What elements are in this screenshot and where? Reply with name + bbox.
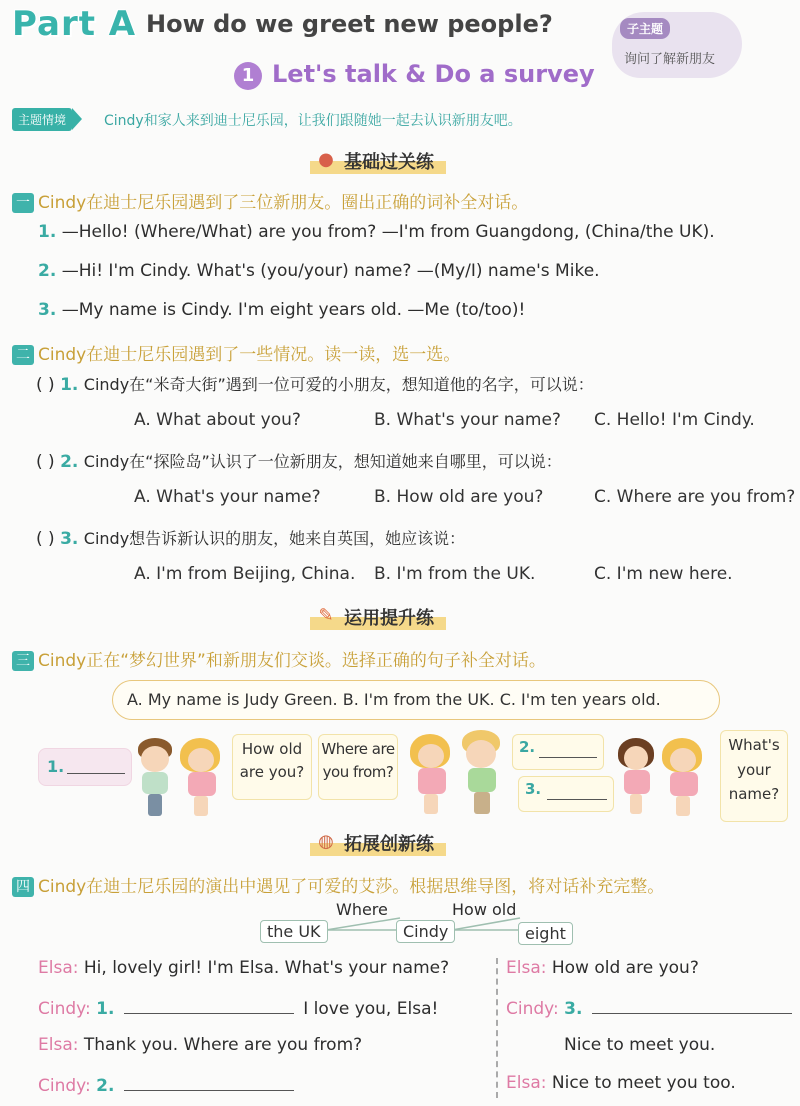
instruction-3 (12, 646, 546, 671)
answer-blank-3[interactable] (518, 776, 614, 812)
dialogue-left-2 (38, 996, 438, 1019)
item-text: —Hello! (Where/What) are you from? —I'm from Guangdong, (China/the UK). (61, 222, 715, 242)
girl-figure (180, 738, 224, 818)
speaker-label: Elsa: (506, 1073, 547, 1093)
speech-bubble-how-old (232, 734, 312, 800)
dialogue-left-4 (38, 1073, 294, 1096)
exercise-2-item-2 (36, 449, 562, 472)
speaker-label: Cindy: (506, 999, 559, 1019)
section-banner-apply (310, 604, 446, 630)
instruction-1 (12, 188, 528, 213)
mind-map-node-eight: eight (518, 922, 573, 945)
item-number: 3. (60, 529, 79, 549)
choice-c: C. Hello! I'm Cindy. (594, 410, 755, 430)
section-banner-text: 拓展创新练 (344, 834, 434, 855)
pen-icon: ✎ (318, 605, 334, 626)
item-number: 3. (564, 999, 583, 1019)
subtopic-tag: 子主题 (620, 18, 670, 39)
dialogue-text: I love you, Elsa! (303, 999, 439, 1019)
item-number: 2. (38, 261, 57, 281)
item-text: Cindy想告诉新认识的朋友，她来自英国，她应该说： (83, 529, 466, 548)
exercise-1-item-2 (38, 261, 600, 281)
speaker-label: Cindy: (38, 1076, 91, 1096)
mind-map-how-old-label: How old (452, 900, 517, 919)
boy-figure (460, 730, 504, 818)
unit-question: How do we greet new people? (146, 10, 553, 38)
speaker-label: Elsa: (38, 1035, 79, 1055)
answer-line (547, 799, 607, 800)
answer-blank-2[interactable] (512, 734, 604, 770)
dialogue-text: Nice to meet you. (564, 1035, 716, 1055)
dialogue-right-2 (506, 996, 792, 1019)
speech-bubble-whats-your-name (720, 730, 788, 822)
exercise-1-item-3 (38, 300, 525, 320)
answer-line (67, 773, 125, 774)
answer-line[interactable] (124, 996, 294, 1014)
theme-tag: 主题情境 (12, 108, 72, 131)
item-number: 1. (96, 999, 115, 1019)
sentence-bank: A. My name is Judy Green. B. I'm from the UK. C. I'm ten years old. (112, 680, 720, 720)
answer-line[interactable] (124, 1073, 294, 1091)
speaker-label: Elsa: (38, 958, 79, 978)
dialogue-left-1 (38, 958, 449, 978)
choice-a: A. What's your name? (134, 487, 321, 507)
item-number: 1. (38, 222, 57, 242)
speech-bubble-where (318, 734, 398, 800)
lesson-title: Let's talk & Do a survey (272, 60, 595, 88)
mind-map-node-uk: the UK (260, 920, 328, 943)
apple-icon: ● (318, 149, 334, 170)
exercise-2-item-1 (36, 372, 594, 395)
blank-number: 2. (519, 738, 536, 756)
boy-figure (136, 738, 176, 818)
exercise-2-item-3 (36, 526, 465, 549)
item-text: Cindy在“米奇大街”遇到一位可爱的小朋友，想知道他的名字，可以说： (83, 375, 594, 394)
answer-paren[interactable]: ( ) (36, 452, 55, 472)
part-label: Part A (12, 4, 137, 44)
instruction-4 (12, 872, 664, 897)
instruction-2 (12, 340, 460, 365)
choice-a: A. I'm from Beijing, China. (134, 564, 356, 584)
roman-numeral-3: 三 (12, 651, 34, 671)
answer-line (539, 757, 597, 758)
answer-blank-1[interactable] (38, 748, 132, 786)
bubble-text: What's (728, 736, 780, 754)
item-text: —My name is Cindy. I'm eight years old. —Me (to/too)! (61, 300, 526, 320)
choice-b: B. What's your name? (374, 410, 561, 430)
instruction-text: Cindy正在“梦幻世界”和新朋友们交谈。选择正确的句子补全对话。 (38, 651, 546, 671)
answer-paren[interactable]: ( ) (36, 529, 55, 549)
dialogue-text: Nice to meet you too. (551, 1073, 736, 1093)
roman-numeral-4: 四 (12, 877, 34, 897)
bubble-text: Where are (321, 740, 395, 758)
dialogue-text: Hi, lovely girl! I'm Elsa. What's your name? (83, 958, 450, 978)
answer-line[interactable] (592, 996, 792, 1014)
answer-paren[interactable]: ( ) (36, 375, 55, 395)
instruction-text: Cindy在迪士尼乐园遇到了一些情况。读一读，选一选。 (38, 345, 461, 365)
lesson-number: 1 (234, 62, 262, 90)
item-number: 1. (60, 375, 79, 395)
bubble-text: are you? (239, 763, 305, 782)
instruction-text: Cindy在迪士尼乐园的演出中遇见了可爱的艾莎。根据思维导图，将对话补充完整。 (38, 877, 665, 897)
blank-number: 1. (47, 757, 65, 776)
subtopic-badge (612, 12, 742, 78)
globe-icon: ◍ (318, 831, 334, 852)
choice-c: C. I'm new here. (594, 564, 733, 584)
speaker-label: Elsa: (506, 958, 547, 978)
item-text: —Hi! I'm Cindy. What's (you/your) name? —(My/I) name's Mike. (61, 261, 600, 281)
dialogue-right-1 (506, 958, 699, 978)
roman-numeral-2: 二 (12, 345, 34, 365)
girl-figure (618, 738, 658, 818)
section-banner-text: 运用提升练 (344, 608, 434, 629)
choice-a: A. What about you? (134, 410, 301, 430)
section-banner-extend (310, 830, 446, 856)
roman-numeral-1: 一 (12, 193, 34, 213)
blank-number: 3. (525, 780, 542, 798)
section-banner-basic (310, 148, 446, 174)
dialogue-left-3 (38, 1035, 362, 1055)
dialogue-right-4 (506, 1073, 736, 1093)
bubble-text: your (737, 760, 771, 779)
item-text: Cindy在“探险岛”认识了一位新朋友，想知道她来自哪里，可以说： (83, 452, 562, 471)
section-banner-text: 基础过关练 (344, 152, 434, 173)
bubble-text: you from? (322, 763, 394, 782)
mind-map-where-label: Where (336, 900, 388, 919)
dialogue-text: How old are you? (551, 958, 699, 978)
bubble-text: How old (241, 740, 303, 758)
choice-b: B. How old are you? (374, 487, 544, 507)
speaker-label: Cindy: (38, 999, 91, 1019)
mind-map-node-cindy: Cindy (396, 920, 455, 943)
girl-figure (410, 734, 454, 818)
exercise-1-item-1 (38, 222, 715, 242)
dialogue-text: Thank you. Where are you from? (83, 1035, 363, 1055)
theme-text: Cindy和家人来到迪士尼乐园，让我们跟随她一起去认识新朋友吧。 (104, 113, 522, 129)
choice-b: B. I'm from the UK. (374, 564, 536, 584)
dialogue-right-3 (564, 1035, 715, 1055)
item-number: 2. (60, 452, 79, 472)
instruction-text: Cindy在迪士尼乐园遇到了三位新朋友。圈出正确的词补全对话。 (38, 193, 529, 213)
choice-c: C. Where are you from? (594, 487, 796, 507)
girl-figure (662, 738, 706, 818)
subtopic-text: 询问了解新朋友 (624, 52, 716, 67)
column-divider (496, 958, 498, 1098)
bubble-text: name? (728, 785, 780, 803)
item-number: 3. (38, 300, 57, 320)
item-number: 2. (96, 1076, 115, 1096)
